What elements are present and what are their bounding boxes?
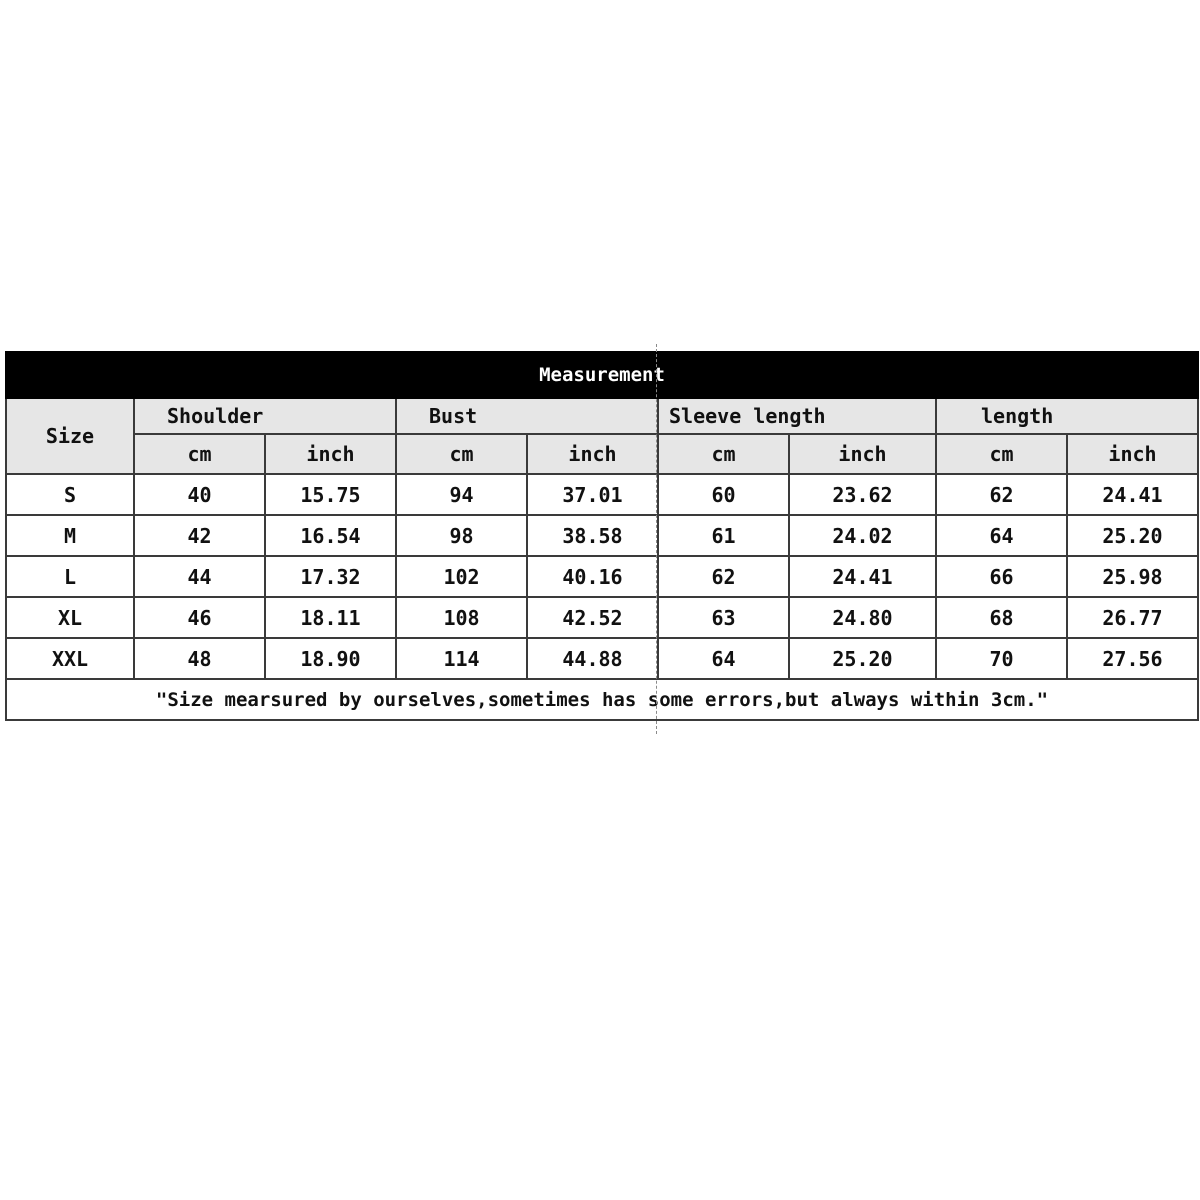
unit-header: cm: [396, 434, 527, 474]
table-cell: 114: [396, 638, 527, 679]
size-note: "Size mearsured by ourselves,sometimes has some errors,but always within 3cm.": [6, 679, 1198, 720]
size-column-header: Size: [6, 398, 134, 474]
table-cell: 16.54: [265, 515, 396, 556]
table-cell: 46: [134, 597, 265, 638]
table-cell: 24.02: [789, 515, 936, 556]
table-cell: 102: [396, 556, 527, 597]
unit-header: inch: [789, 434, 936, 474]
unit-header-row: [6, 434, 1198, 474]
table-cell: 108: [396, 597, 527, 638]
size-cell: L: [6, 556, 134, 597]
table-cell: 24.41: [789, 556, 936, 597]
unit-header: inch: [265, 434, 396, 474]
table-cell: 42: [134, 515, 265, 556]
table-cell: 24.80: [789, 597, 936, 638]
table-cell: 62: [658, 556, 789, 597]
table-cell: 44: [134, 556, 265, 597]
unit-header: cm: [658, 434, 789, 474]
sleeve-length-header: Sleeve length: [658, 398, 936, 434]
table-cell: 62: [936, 474, 1067, 515]
unit-header: cm: [134, 434, 265, 474]
table-cell: 61: [658, 515, 789, 556]
center-dashed-divider: [656, 344, 657, 734]
table-cell: 40.16: [527, 556, 658, 597]
table-cell: 66: [936, 556, 1067, 597]
table-cell: 68: [936, 597, 1067, 638]
table-cell: 27.56: [1067, 638, 1198, 679]
table-cell: 44.88: [527, 638, 658, 679]
unit-header: inch: [1067, 434, 1198, 474]
group-header-row: [6, 398, 1198, 434]
table-cell: 64: [936, 515, 1067, 556]
size-cell: M: [6, 515, 134, 556]
table-cell: 63: [658, 597, 789, 638]
size-chart-table: [5, 351, 1199, 721]
table-cell: 24.41: [1067, 474, 1198, 515]
bust-header: Bust: [396, 398, 658, 434]
unit-header: cm: [936, 434, 1067, 474]
table-cell: 15.75: [265, 474, 396, 515]
table-cell: 60: [658, 474, 789, 515]
table-cell: 26.77: [1067, 597, 1198, 638]
table-cell: 25.20: [789, 638, 936, 679]
table-cell: 25.20: [1067, 515, 1198, 556]
table-cell: 48: [134, 638, 265, 679]
shoulder-header: Shoulder: [134, 398, 396, 434]
length-header: length: [936, 398, 1198, 434]
size-cell: S: [6, 474, 134, 515]
table-cell: 64: [658, 638, 789, 679]
size-cell: XXL: [6, 638, 134, 679]
unit-header: inch: [527, 434, 658, 474]
table-row: [6, 638, 1198, 679]
table-cell: 37.01: [527, 474, 658, 515]
note-row: [6, 679, 1198, 720]
table-cell: 25.98: [1067, 556, 1198, 597]
size-cell: XL: [6, 597, 134, 638]
table-cell: 38.58: [527, 515, 658, 556]
table-cell: 23.62: [789, 474, 936, 515]
table-row: [6, 597, 1198, 638]
table-cell: 94: [396, 474, 527, 515]
table-row: [6, 515, 1198, 556]
table-cell: 42.52: [527, 597, 658, 638]
table-title: Measurement: [6, 352, 1198, 398]
table-cell: 17.32: [265, 556, 396, 597]
table-cell: 40: [134, 474, 265, 515]
table-cell: 70: [936, 638, 1067, 679]
table-cell: 18.90: [265, 638, 396, 679]
table-row: [6, 474, 1198, 515]
table-cell: 98: [396, 515, 527, 556]
table-cell: 18.11: [265, 597, 396, 638]
table-row: [6, 556, 1198, 597]
title-row: [6, 352, 1198, 398]
